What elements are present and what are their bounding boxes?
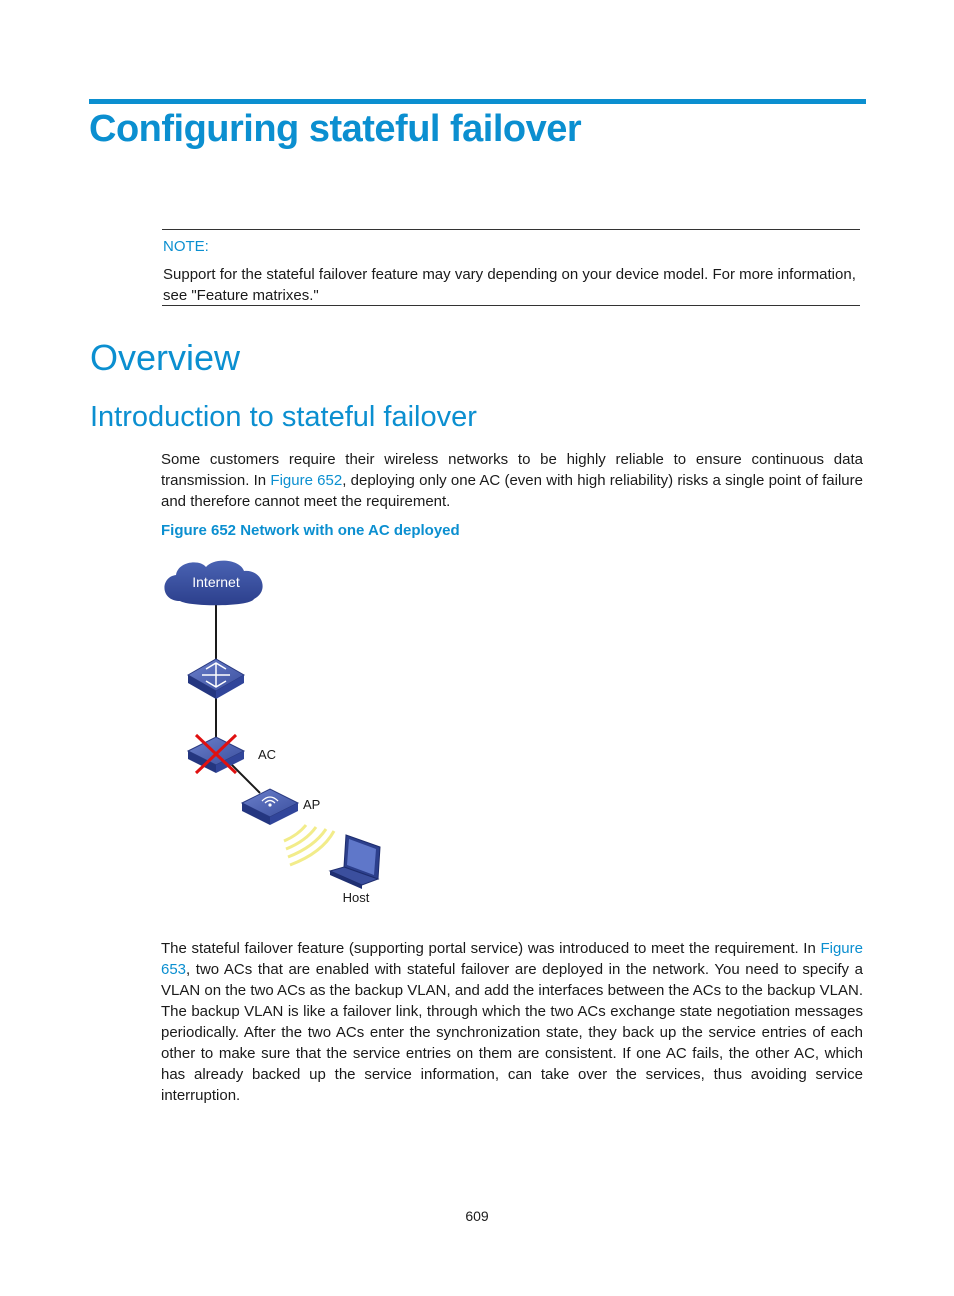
internet-label: Internet [192, 574, 240, 590]
figure-caption: Figure 652 Network with one AC deployed [161, 522, 460, 539]
body-text-part1: The stateful failover feature (supporting portal service) was introduced to meet the requirement. In [161, 940, 821, 957]
note-text: Support for the stateful failover feature may vary depending on your device model. For more information, see "Feature matrixes." [163, 266, 856, 304]
chapter-title: Configuring stateful failover [89, 108, 582, 150]
link-ac-ap [230, 763, 260, 793]
ac-label: AC [258, 747, 277, 762]
body-paragraph [161, 938, 863, 1106]
figure-653-link[interactable]: Figure 653 [161, 940, 863, 978]
chapter-top-rule [89, 99, 866, 104]
page-number: 609 [465, 1208, 489, 1224]
host-label: Host [342, 890, 370, 905]
subsection-title: Introduction to stateful failover [90, 401, 477, 433]
ap-device-icon [242, 789, 298, 825]
switch-icon [188, 659, 244, 699]
note-label: NOTE: [163, 238, 209, 255]
figure-652-link[interactable]: Figure 652 [270, 472, 343, 489]
intro-text-part2: , deploying only one AC (even with high reliability) risks a single point of failure and therefore cannot meet the requirement. [161, 472, 863, 510]
network-diagram [150, 555, 410, 915]
host-laptop-icon [330, 835, 380, 889]
ap-label: AP [303, 797, 321, 812]
wireless-signal-icon [284, 825, 334, 865]
section-title: Overview [90, 337, 241, 378]
note-bottom-rule [162, 305, 860, 306]
body-text-part2: , two ACs that are enabled with stateful failover are deployed in the network. You need to specify a VLAN on the two ACs as the backup VLAN, and add the interfaces between the ACs to the backup VLAN. The backup VLAN is like a failover link, through which the two ACs exchange state negotiation messages periodically. After the two ACs enter the synchronization state, they back up the service entries of each other to make sure that the service entries on them are consistent. If one AC fails, the other AC, which has already backed up the service information, can take over the services, thus avoiding service interruption. [161, 961, 863, 1104]
note-top-rule [162, 229, 860, 230]
intro-paragraph [161, 449, 863, 512]
intro-text-part1: Some customers require their wireless networks to be highly reliable to ensure continuous data transmission. In [161, 451, 863, 489]
